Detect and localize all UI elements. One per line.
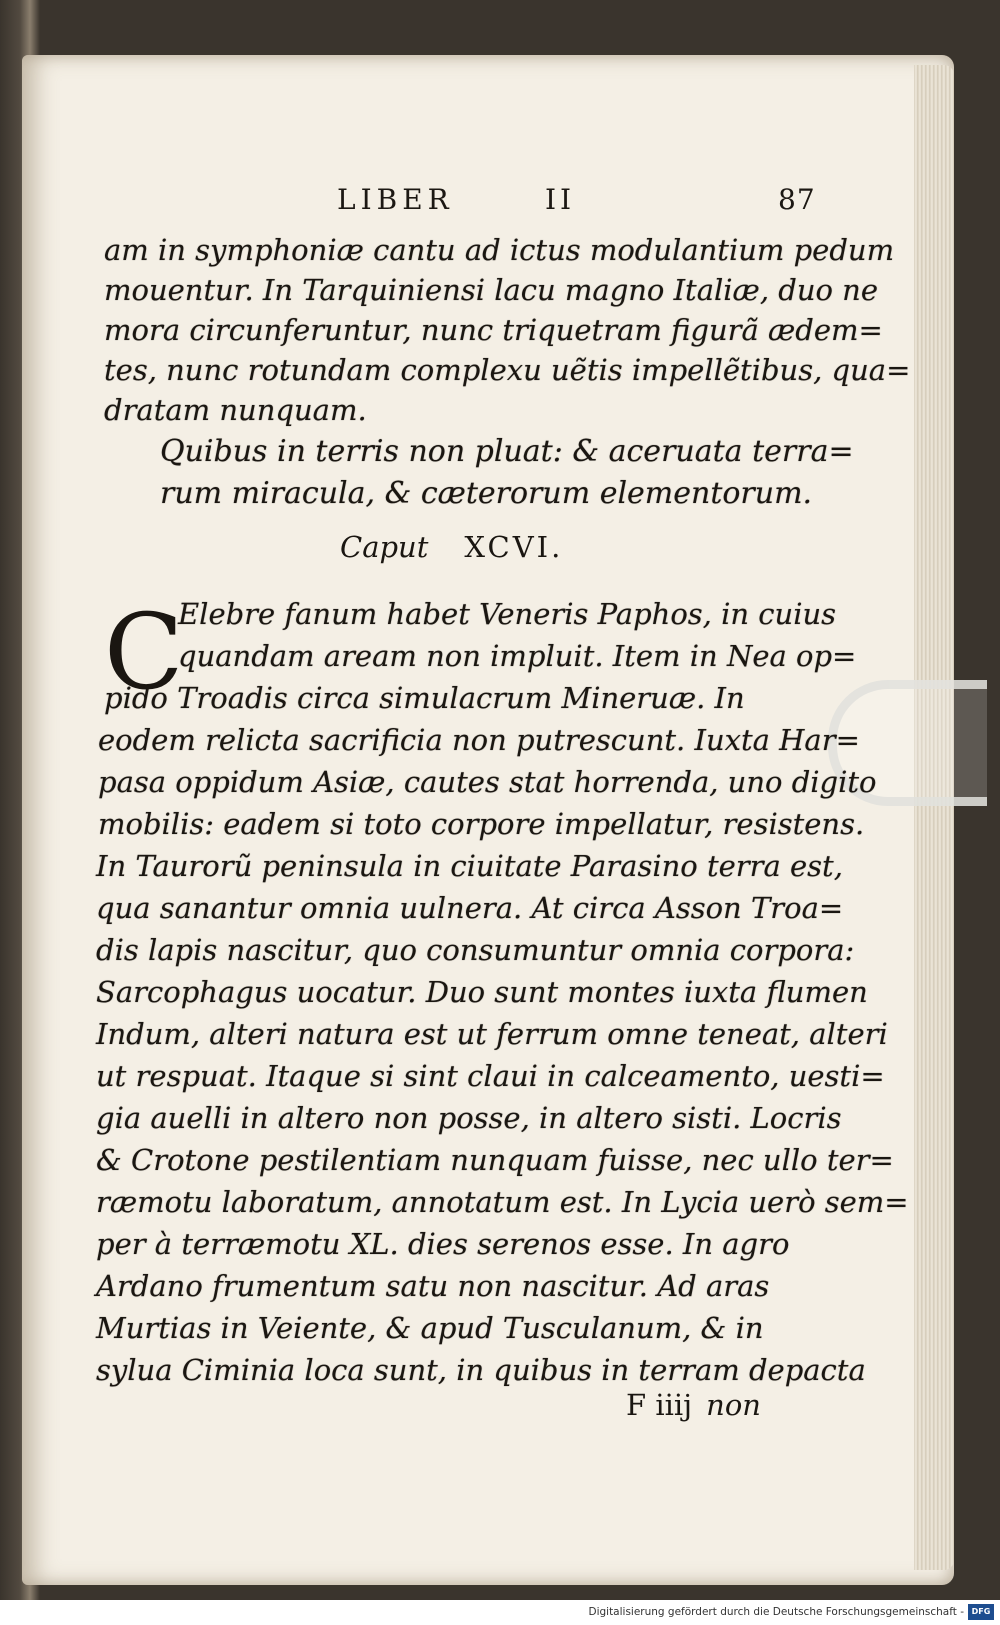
caption-line: rum miracula, & cæterorum elementorum. [160,476,813,511]
catchword: non [706,1388,761,1422]
text-line: dratam nunquam. [104,393,367,427]
text-line: In Taurorũ peninsula in ciuitate Parasino terra est, [96,849,843,883]
text-line: Elebre fanum habet Veneris Paphos, in cuius [178,597,837,631]
text-line: mora circunferuntur, nunc triquetram figurã ædem= [104,313,883,347]
text-line: & Crotone pestilentiam nunquam fuisse, nec ullo ter= [96,1143,894,1177]
chapter-number: XCVI. [464,530,564,564]
text-line: gia auelli in altero non posse, in altero sisti. Locris [96,1101,842,1135]
text-line: qua sanantur omnia uulnera. At circa Asson Troa= [96,891,844,925]
footer-bar [0,1600,1000,1625]
text-line: ut respuat. Itaque si sint claui in calceamento, uesti= [96,1059,885,1093]
signature-mark: F iiij [626,1388,693,1422]
text-line: sylua Ciminia loca sunt, in quibus in terram depacta [96,1353,866,1387]
funding-credit: Digitalisierung gefördert durch die Deutsche Forschungsgemeinschaft - [588,1606,964,1618]
text-line: Sarcophagus uocatur. Duo sunt montes iuxta flumen [96,975,868,1009]
text-line: Murtias in Veiente, & apud Tusculanum, & in [96,1311,764,1345]
text-line: am in symphoniæ cantu ad ictus modulantium pedum [104,233,895,267]
text-line: mouentur. In Tarquiniensi lacu magno Italiæ, duo ne [104,273,879,307]
text-line: Indum, alteri natura est ut ferrum omne teneat, alteri [96,1017,888,1051]
chapter-label: Caput [340,530,429,564]
text-line: mobilis: eadem si toto corpore impellatur, resistens. [98,807,865,841]
text-line: Ardano frumentum satu non nascitur. Ad aras [96,1269,770,1303]
caption-line: Quibus in terris non pluat: & aceruata terra= [160,434,854,469]
running-title: LIBER [337,183,454,216]
text-line: dis lapis nascitur, quo consumuntur omnia corpora: [96,933,855,967]
text-line: quandam aream non impluit. Item in Nea op= [178,639,857,673]
book-number: II [545,183,576,216]
page-header [330,183,816,223]
text-line: per à terræmotu XL. dies serenos esse. In agro [96,1227,790,1261]
text-line: tes, nunc rotundam complexu uẽtis impellẽtibus, qua= [104,353,911,387]
text-line: eodem relicta sacrificia non putrescunt. Iuxta Har= [98,723,860,757]
text-line: pasa oppidum Asiæ, cautes stat horrenda, uno digito [98,765,877,799]
text-line: ræmotu laboratum, annotatum est. In Lycia uerò sem= [96,1185,909,1219]
dfg-logo: DFG [968,1604,994,1620]
page-edges [914,65,954,1570]
catchword-line [626,1388,761,1422]
chapter-heading [340,530,563,564]
text-line: pido Troadis circa simulacrum Mineruæ. In [104,681,745,715]
drop-capital: C [104,591,184,713]
page-number: 87 [778,183,816,216]
